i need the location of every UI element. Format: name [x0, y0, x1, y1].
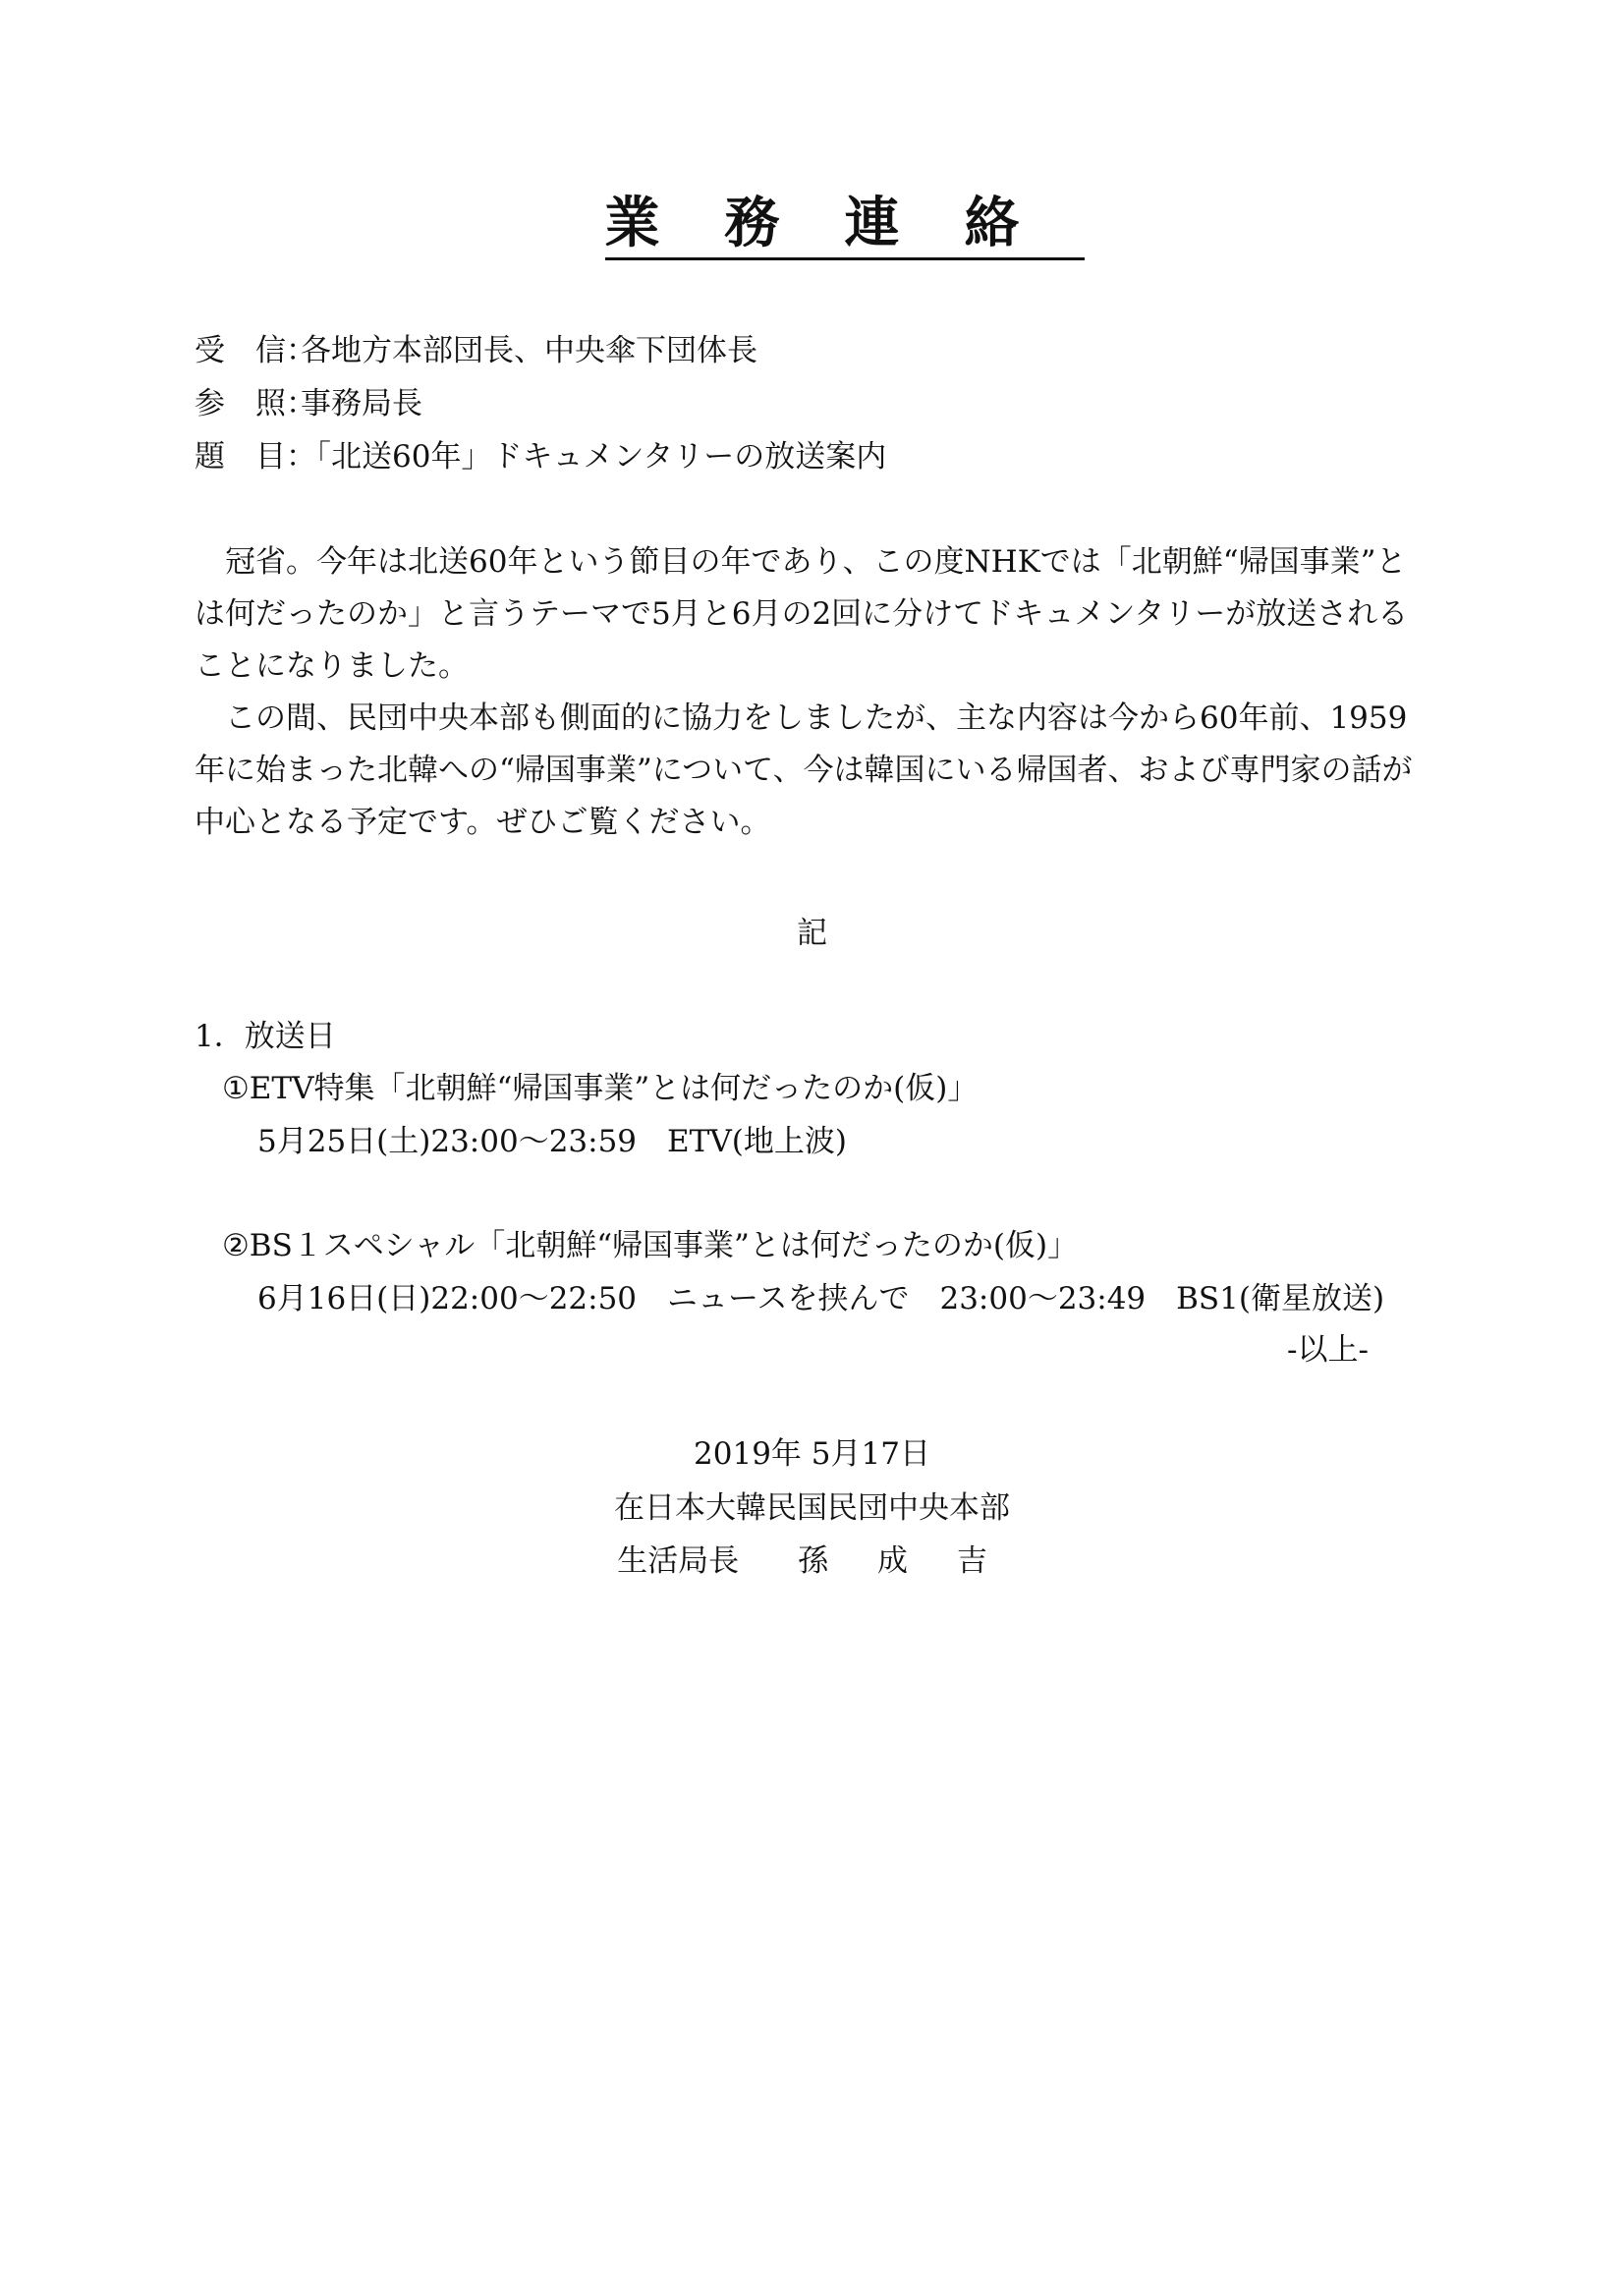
header-to-label: 受 信： [195, 333, 316, 368]
header-to-value: 各地方本部団長、中央傘下団体長 [301, 333, 757, 368]
header-ref-row [195, 382, 422, 425]
closing-mark: -以上- [1287, 1332, 1369, 1368]
header-ref-label: 参 照： [195, 386, 316, 421]
header-to-row [195, 329, 757, 372]
body-paragraph-1: 冠省。今年は北送60年という節目の年であり、この度NHKでは「北朝鮮“帰国事業”とは何だったのか」と言うテーマで5月と6月の2回に分けてドキュメンタリーが放送されることになりました。 [195, 544, 1409, 684]
footer-signer [0, 1540, 1624, 1583]
document-title-text: 業務連絡 [605, 192, 1085, 260]
header-subject-label: 題 目： [195, 439, 316, 475]
ki-marker: 記 [797, 916, 827, 951]
document-title [0, 185, 1624, 263]
body-paragraph-2: この間、民団中央本部も側面的に協力をしましたが、主な内容は今から60年前、1959年に始まった北韓への“帰国事業”について、今は韓国にいる帰国者、および専門家の話が中心となる予定です。ぜひご覧ください。 [195, 700, 1413, 840]
broadcast-item1-time: 5月25日(土)23:00～23:59 ETV(地上波) [257, 1124, 847, 1159]
broadcast-item1-title: ①ETV特集「北朝鮮“帰国事業”とは何だったのか(仮)」 [222, 1071, 979, 1106]
footer-organization: 在日本大韓民国民団中央本部 [614, 1490, 1010, 1526]
header-subject-row [195, 435, 886, 478]
footer-signer-name: 孫 成 吉 [798, 1543, 1007, 1579]
body-text [195, 536, 1434, 849]
footer-signer-title: 生活局長 [617, 1543, 740, 1579]
broadcast-heading: 1．放送日 [195, 1019, 336, 1054]
broadcast-item2-time: 6月16日(日)22:00～22:50 ニュースを挟んで 23:00～23:49 BS1(衛星放送) [257, 1281, 1385, 1316]
header-subject-value: 「北送60年」ドキュメンタリーの放送案内 [301, 439, 887, 475]
footer-date: 2019年 5月17日 [694, 1436, 930, 1472]
broadcast-item2-title: ②BS１スペシャル「北朝鮮“帰国事業”とは何だったのか(仮)」 [222, 1228, 1079, 1263]
header-ref-value: 事務局長 [301, 386, 422, 421]
